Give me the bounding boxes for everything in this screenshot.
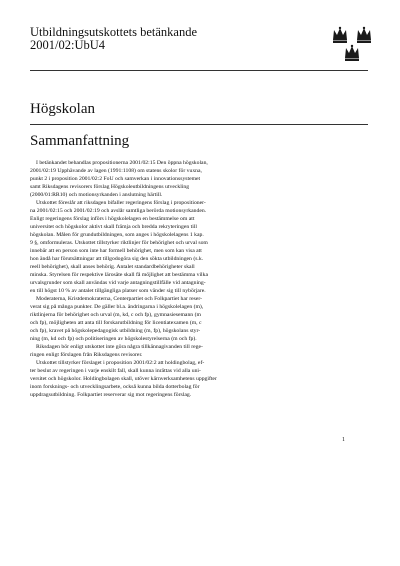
body-line: Utskottet tillstyrker förslaget i proposition 2001/02:2 att holdingbolag, ef-	[36, 360, 205, 367]
body-line: universitet och högskolor aktivt skall främja och bredda rekryteringen till	[30, 224, 197, 231]
body-line: en till högst 10 % av antalet tillgängliga platser som vänder sig till nybörjare.	[30, 288, 206, 295]
body-line: punkt 2 i proposition 2001/02:2 FoU och samverkan i innovationssystemet	[30, 176, 201, 183]
body-line: verat sig på många punkter. De gäller bl.a. ändringarna i högskolelagen (m),	[30, 304, 204, 311]
summary-text	[30, 159, 268, 399]
body-line: hon ändå har förutsättningar att tillgodogöra sig den sökta utbildningen (s.k.	[30, 256, 204, 263]
body-line: ning (m, kd och fp) och politiseringen av högskolestyrelserna (m och fp).	[30, 336, 197, 343]
body-line: urvalsgrunder som skall användas vid varje antagningstillfälle vid antagning-	[30, 280, 206, 287]
body-line: Riksdagen bör enligt utskottet inte göra några tillkännagivanden till rege-	[36, 344, 203, 351]
body-line: reell behörighet), skall anses behörig. Antalet standardbehörigheter skall	[30, 264, 195, 271]
body-line: 9 §, omformuleras. Utskottet tillstyrker riktlinjer för behörighet och urval som	[30, 240, 208, 247]
committee-name: Utbildningsutskottets betänkande	[30, 25, 197, 39]
body-line: (2000/01:RR10) och motionsyrkanden i anslutning härtill.	[30, 192, 163, 199]
document-header	[30, 26, 197, 52]
title-divider	[30, 124, 368, 125]
body-line: samt Riksdagens revisorers förslag Högskoleutbildningens utveckling	[30, 184, 190, 191]
header-divider	[30, 70, 368, 71]
body-line: ringen enligt förslagen från Riksdagens revisorer.	[30, 352, 143, 359]
body-line: na 2001/02:15 och 2001/02:19 och avslår samtliga berörda motionsyrkanden.	[30, 208, 207, 215]
body-line: Utskottet föreslår att riksdagen bifaller regeringens förslag i propositioner-	[36, 200, 206, 207]
body-line: högskolan. Målen för grundutbildningen, som anges i högskolelagens 1 kap.	[30, 232, 204, 239]
body-line: versitet och högskolor. Holdingbolagen skall, utöver kärnverksamhetens uppgifter	[30, 376, 217, 383]
section-title: Sammanfattning	[30, 133, 130, 149]
body-line: innebär att en person som inte har formell behörighet, men som kan visa att	[30, 248, 202, 255]
body-line: 2001/02:19 Upphävande av lagen (1991:1108) om statens skolor för vuxna,	[30, 168, 202, 175]
body-line: Enligt regeringens förslag införs i högskolelagen en bestämmelse om att	[30, 216, 195, 223]
body-line: och fp), kravet på högskolepedagogisk utbildning (m, fp), högskolans styr-	[30, 328, 201, 335]
body-line: inom forsknings- och utvecklingsarbete, också kunna bilda dotterbolag för	[30, 384, 200, 391]
page-number: 1	[342, 437, 345, 443]
body-line: minska. Styrelsen för respektive lärosäte skall få möjlighet att bestämma vilka	[30, 272, 209, 279]
body-line: riktlinjerna för behörighet och urval (m, kd, c och fp), gymnasiesemann (m	[30, 312, 201, 319]
body-line: och fp), möjligheten att anta till forskarutbildning för licentiatexamen (m, c	[30, 320, 202, 327]
body-line: I betänkandet behandlas propositionerna 2001/02:15 Den öppna högskolan,	[36, 160, 208, 166]
report-number: 2001/02:UbU4	[30, 38, 105, 52]
three-crowns-icon	[330, 24, 375, 64]
body-line: Moderaterna, Kristdemokraterna, Centerpartiet och Folkpartiet har reser-	[36, 296, 203, 303]
body-line: uppdragsutbildning. Folkpartiet reserverar sig mot regeringens förslag.	[30, 392, 192, 399]
page-title: Högskolan	[30, 101, 95, 117]
body-line: ter beslut av regeringen i varje enskilt fall, skall kunna inrättas vid alla uni-	[30, 368, 201, 375]
